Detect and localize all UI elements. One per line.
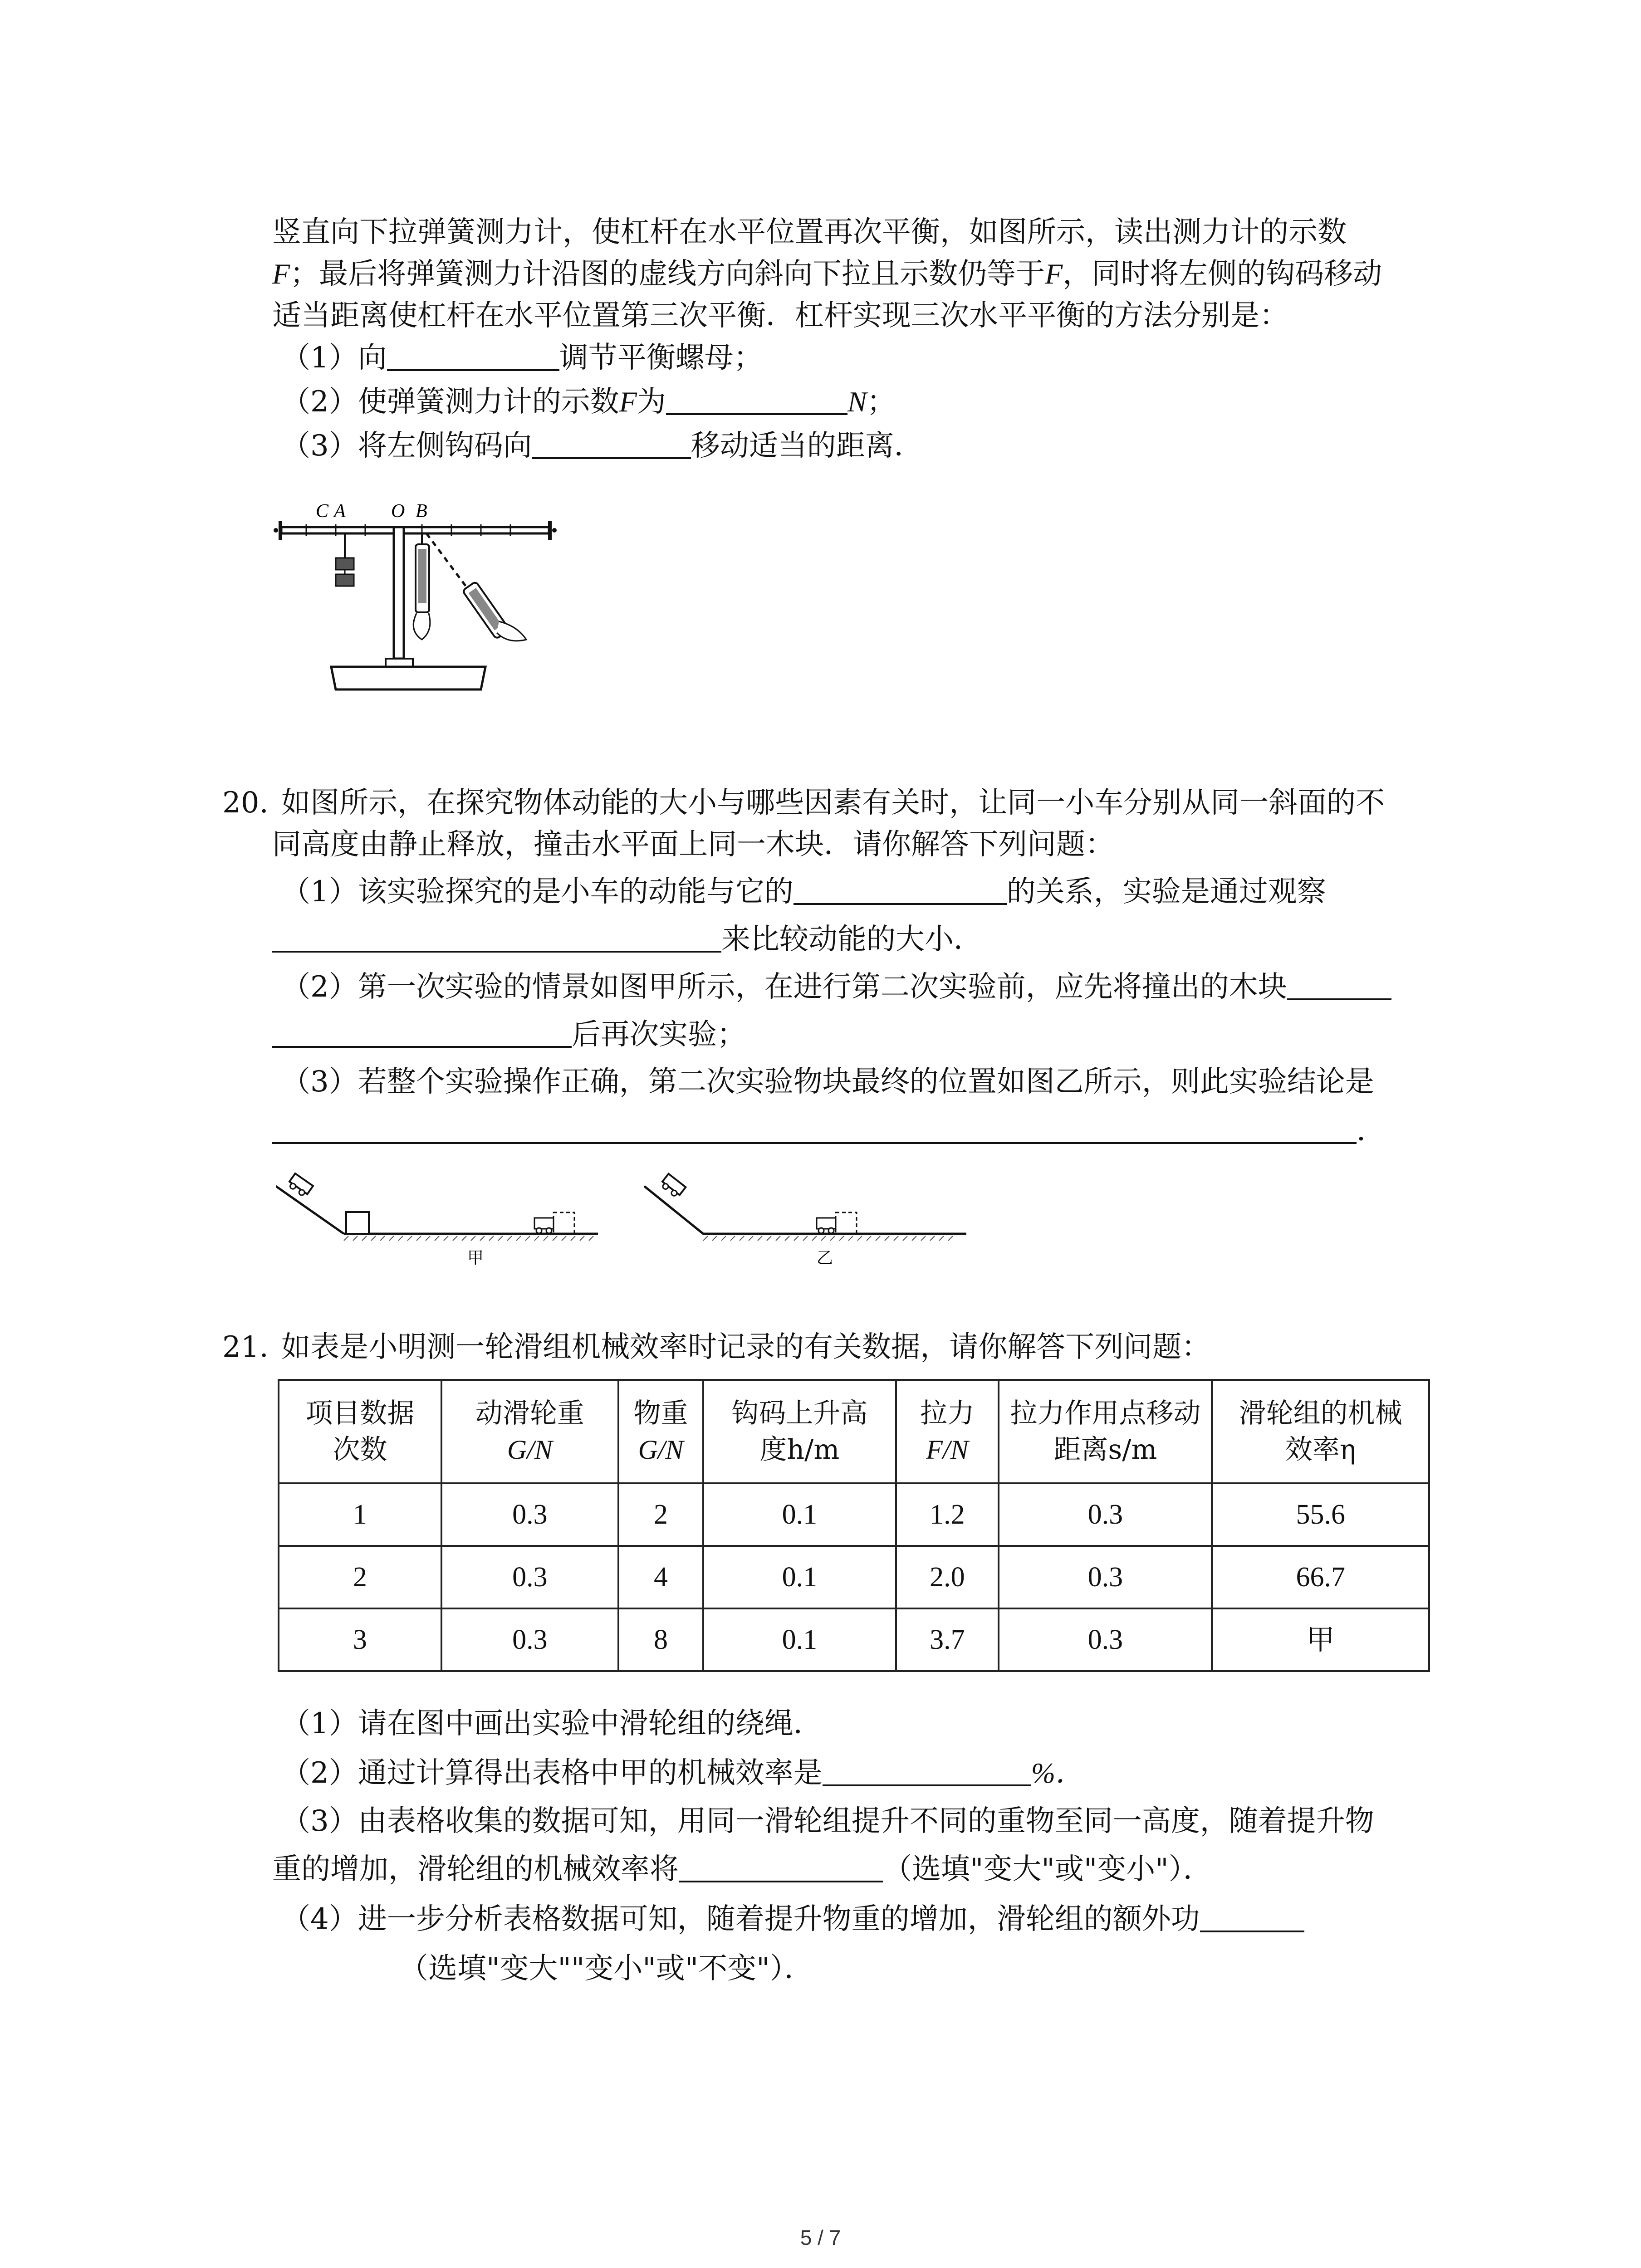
q20-part-2 — [281, 968, 1391, 1005]
table-cell: 2.0 — [896, 1546, 999, 1608]
table-cell: 2 — [279, 1546, 441, 1608]
label-a: A — [334, 501, 346, 522]
label-o: O — [391, 501, 405, 522]
table-header-row — [279, 1380, 1429, 1483]
unit-n: N — [847, 386, 867, 418]
table-cell: 1.2 — [896, 1483, 999, 1546]
part-text: 重的增加，滑轮组的机械效率将 — [272, 1853, 679, 1886]
answer-blank[interactable] — [532, 427, 691, 459]
part-text: ． — [1357, 1114, 1386, 1148]
q21-part-4-line-2: （选填"变大""变小"或"不变"）． — [399, 1952, 813, 1985]
text: ，同时将左侧的钩码移动 — [1063, 257, 1382, 291]
q19-paragraph-line-2 — [272, 256, 1382, 292]
part-label: （1）向 — [281, 341, 387, 375]
answer-blank[interactable] — [272, 1016, 572, 1048]
var-f: F — [1045, 258, 1063, 290]
q19-paragraph-line-3: 适当距离使杠杆在水平位置第三次平衡．杠杆实现三次水平平衡的方法分别是： — [272, 299, 1288, 332]
q20-part-1-cont — [272, 921, 983, 958]
incline-figure-b — [644, 1168, 971, 1277]
table-cell: 0.3 — [441, 1546, 618, 1608]
q19-part-1 — [281, 339, 763, 376]
answer-blank[interactable] — [272, 921, 721, 953]
q19-part-3 — [281, 427, 923, 464]
part-text: （选填"变大"或"变小"）． — [883, 1853, 1212, 1886]
q21-part-2 — [281, 1755, 1084, 1791]
table-cell: 0.3 — [999, 1546, 1212, 1608]
page-number: 5 / 7 — [800, 2226, 841, 2249]
q20-part-3: （3）若整个实验操作正确，第二次实验物块最终的位置如图乙所示，则此实验结论是 — [281, 1065, 1374, 1099]
table-cell: 0.1 — [703, 1546, 896, 1608]
table-cell: 0.1 — [703, 1608, 896, 1671]
table-row — [279, 1608, 1429, 1671]
answer-blank[interactable] — [794, 873, 1007, 905]
question-text: 如图所示，在探究物体动能的大小与哪些因素有关时，让同一小车分别从同一斜面的不 — [281, 786, 1385, 820]
part-label: （2）使弹簧测力计的示数 — [281, 385, 619, 419]
table-cell: 2 — [618, 1483, 703, 1546]
table-header-cell: 项目数据 次数 — [279, 1380, 441, 1483]
lever-figure — [272, 494, 581, 694]
part-label: （2）第一次实验的情景如图甲所示，在进行第二次实验前，应先将撞出的木块 — [281, 970, 1287, 1004]
part-text: 调节平衡螺母； — [559, 341, 763, 375]
answer-blank[interactable] — [1200, 1901, 1304, 1932]
answer-blank[interactable] — [387, 339, 559, 371]
table-cell: 0.3 — [999, 1608, 1212, 1671]
text: ；最后将弹簧测力计沿图的虚线方向斜向下拉且示数仍等于 — [290, 257, 1045, 291]
part-label: （4）进一步分析表格数据可知，随着提升物重的增加，滑轮组的额外功 — [281, 1902, 1200, 1936]
table-header-cell: 滑轮组的机械 效率η — [1212, 1380, 1429, 1483]
label-b: B — [416, 501, 427, 522]
table-cell: 8 — [618, 1608, 703, 1671]
table-cell: 1 — [279, 1483, 441, 1546]
question-text: 如表是小明测一轮滑组机械效率时记录的有关数据，请你解答下列问题： — [281, 1330, 1211, 1364]
table-cell: 甲 — [1212, 1608, 1429, 1671]
table-cell: 0.3 — [999, 1483, 1212, 1546]
table-cell: 55.6 — [1212, 1483, 1429, 1546]
q21-part-1: （1）请在图中画出实验中滑轮组的绕绳． — [281, 1707, 823, 1740]
fig-label-b: 乙 — [817, 1249, 833, 1267]
part-text: %． — [1031, 1757, 1085, 1789]
table-header-cell: 动滑轮重 G/N — [441, 1380, 618, 1483]
q20-part-3-cont — [272, 1112, 1386, 1149]
table-header-cell: 拉力作用点移动 距离s/m — [999, 1380, 1212, 1483]
q21-part-4-line-1 — [281, 1901, 1304, 1937]
answer-blank[interactable] — [823, 1755, 1031, 1786]
table-cell: 3.7 — [896, 1608, 999, 1671]
part-text: 的关系，实验是通过观察 — [1006, 875, 1326, 909]
fig-label-a: 甲 — [467, 1249, 484, 1267]
table-cell: 0.3 — [441, 1608, 618, 1671]
part-text: ； — [867, 385, 896, 419]
part-label: （2）通过计算得出表格中甲的机械效率是 — [281, 1756, 823, 1790]
q21-part-3-line-1: （3）由表格收集的数据可知，用同一滑轮组提升不同的重物至同一高度，随着提升物 — [281, 1804, 1374, 1838]
answer-blank[interactable] — [272, 1112, 1357, 1144]
q19-paragraph-line-1: 竖直向下拉弹簧测力计，使杠杆在水平位置再次平衡，如图所示，读出测力计的示数 — [272, 215, 1347, 249]
q20-part-2-cont — [272, 1016, 746, 1053]
part-text: 来比较动能的大小． — [721, 923, 983, 956]
table-header-cell: 拉力 F/N — [896, 1380, 999, 1483]
question-number: 20. — [222, 786, 269, 820]
table-cell: 0.1 — [703, 1483, 896, 1546]
table-row — [279, 1546, 1429, 1608]
table-row — [279, 1483, 1429, 1546]
table-header-cell: 钩码上升高 度h/m — [703, 1380, 896, 1483]
q21-stem — [222, 1329, 1210, 1365]
answer-blank[interactable] — [666, 383, 847, 415]
table-cell: 4 — [618, 1546, 703, 1608]
part-label: （3）将左侧钩码向 — [281, 429, 532, 463]
table-header-cell: 物重 G/N — [618, 1380, 703, 1483]
q19-part-2 — [281, 383, 896, 420]
q20-stem-line-1 — [222, 785, 1385, 821]
label-c: C — [316, 501, 329, 522]
q20-part-1 — [281, 873, 1326, 910]
question-number: 21. — [222, 1330, 269, 1364]
q21-part-3-line-2 — [272, 1851, 1212, 1887]
table-cell: 66.7 — [1212, 1546, 1429, 1608]
table-cell: 3 — [279, 1608, 441, 1671]
incline-figure-a — [276, 1168, 603, 1277]
q20-stem-line-2: 同高度由静止释放，撞击水平面上同一木块．请你解答下列问题： — [272, 828, 1114, 861]
part-label: （1）该实验探究的是小车的动能与它的 — [281, 875, 794, 909]
part-text: 后再次实验； — [572, 1018, 746, 1051]
part-text: 为 — [637, 385, 666, 419]
efficiency-table — [278, 1379, 1430, 1672]
var-f: F — [619, 386, 637, 418]
answer-blank[interactable] — [679, 1851, 883, 1882]
answer-blank[interactable] — [1287, 968, 1391, 1000]
table-cell: 0.3 — [441, 1483, 618, 1546]
part-text: 移动适当的距离． — [691, 429, 923, 463]
var-f: F — [272, 258, 290, 290]
